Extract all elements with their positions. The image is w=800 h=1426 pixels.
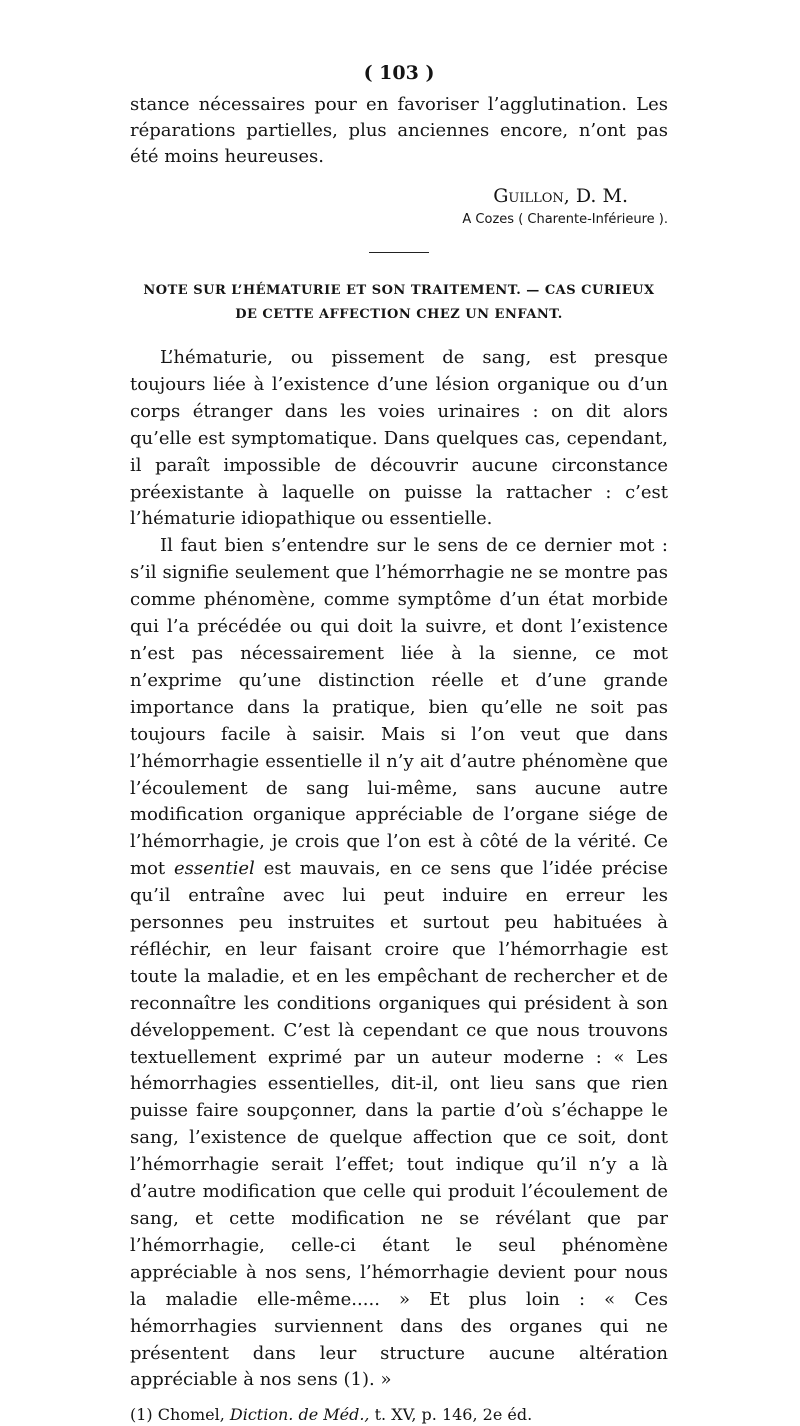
section-divider [369, 252, 429, 253]
page-number: ( 103 ) [363, 62, 435, 84]
paragraph-2-part-2: est mauvais, en ce sens que l’idée précise qu’il entraîne avec lui peut induire en erreur les personnes peu instruites et surtout peu habituées à réfléchir, en leur faisant croire que l’hémorrhagie est toute la maladie, et en les empêchant de rechercher et de reconnaître les conditions organiques qui président à son développement. C’est là cependant ce que nous trouvons textuellement exprimé par un auteur moderne : « Les hémorrhagies essentielles, dit-il, ont lieu sans que rien puisse faire soupçonner, dans la partie d’où s’échappe le sang, l’existence de quelque affection que ce soit, dont l’hémorrhagie serait l’effet; tout indique qu’il n’y a là d’autre modification que celle qui produit l’écoulement de sang, et cette modification ne se révélant que par l’hémorrhagie, celle-ci étant le seul phénomène appréciable à nos sens, l’hémorrhagie devient pour nous la maladie elle-même..... » Et plus loin : « Ces hémorrhagies surviennent dans des organes qui ne présentent dans leur structure aucune altération appréciable à nos sens (1). » [130, 858, 669, 1391]
emphasis-word: essentiel [174, 858, 255, 880]
section-title-line-2: DE CETTE AFFECTION CHEZ UN ENFANT. [235, 307, 563, 322]
signature-name: Guillon, D. M. [493, 185, 628, 207]
footnote-ref: t. XV, p. 146, 2e éd. [374, 1405, 533, 1425]
footnote-title: Diction. de Méd., [229, 1405, 370, 1425]
footnote-marker: (1) [130, 1405, 153, 1425]
section-title-line-1: NOTE SUR L’HÉMATURIE ET SON TRAITEMENT. — CAS CURIEUX [143, 283, 655, 298]
lead-paragraph: stance nécessaires pour en favoriser l’agglutination. Les réparations partielles, plus anciennes encore, n’ont pas été moins heureuses. [130, 94, 668, 167]
document-page [130, 60, 668, 1426]
paragraph-2-part-1: Il faut bien s’entendre sur le sens de ce dernier mot : s’il signifie seulement que l’hémorrhagie ne se montre pas comme phénomène, comme symptôme d’un état morbide qui l’a précédée ou qui doit la suivre, et dont l’existence n’est pas nécessairement liée à la sienne, ce mot n’exprime qu’une distinction réelle et d’une grande importance dans la pratique, bien qu’elle ne soit pas toujours facile à saisir. Mais si l’on veut que dans l’hémorrhagie essentielle il n’y ait d’autre phénomène que l’écoulement de sang lui-même, sans aucune autre modification organique appréciable de l’organe siége de l’hémorrhagie, je crois que l’on est à côté de la vérité. Ce mot [130, 535, 668, 880]
body-paragraph-1: L’hématurie, ou pissement de sang, est presque toujours liée à l’existence d’une lésion organique ou d’un corps étranger dans les voies urinaires : on dit alors qu’elle est symptomatique. Dans quelques cas, cependant, il paraît impossible de découvrir aucune circonstance préexistante à laquelle on puisse la rattacher : c’est l’hématurie idiopathique ou essentielle. [130, 347, 668, 530]
section-title [130, 279, 668, 327]
body-paragraph-2 [130, 533, 668, 1394]
signature-location: A Cozes ( Charente-Inférieure ). [462, 212, 668, 227]
footnote [130, 1404, 668, 1426]
footnote-author: Chomel, [157, 1405, 225, 1425]
signature-block [130, 182, 668, 230]
